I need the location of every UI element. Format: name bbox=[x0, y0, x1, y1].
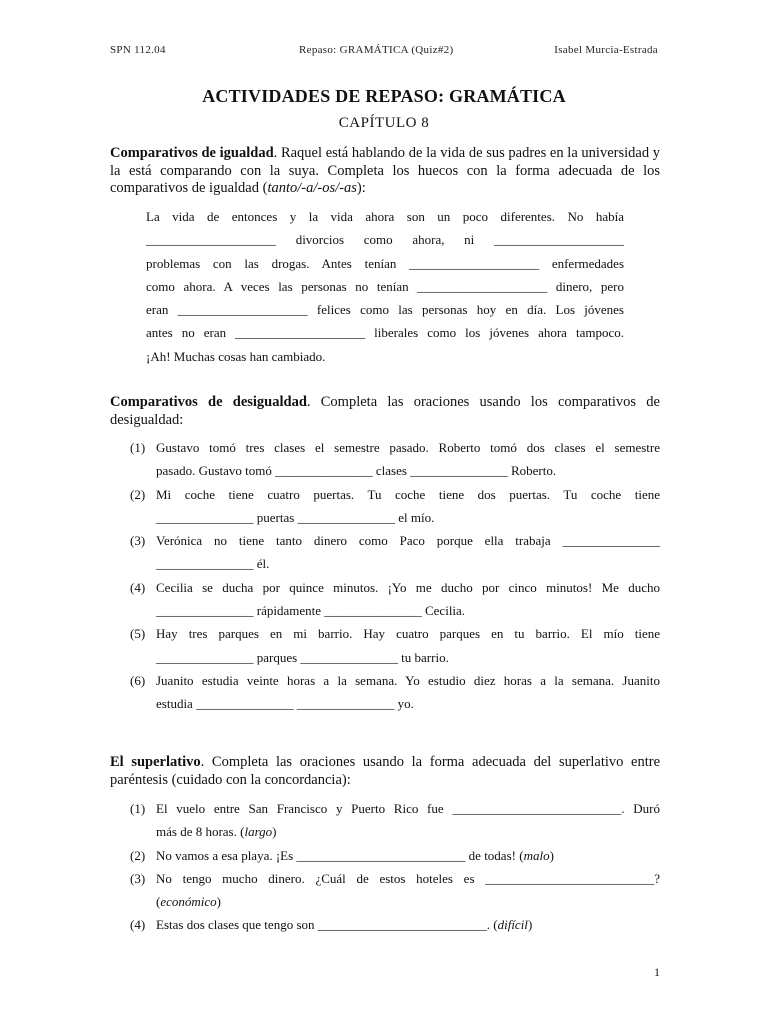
list-item: (1) Gustavo tomó tres clases el semestre pasado. Roberto tomó dos clases el semestre pasado. Gustavo tomó _______________ clases _______________ Roberto. bbox=[130, 440, 660, 479]
superlativo-list bbox=[130, 797, 660, 937]
list-item: (1) El vuelo entre San Francisco y Puerto Rico fue __________________________. Duró más de 8 horas. (largo) bbox=[130, 801, 660, 840]
paragraph-line: ____________________ divorcios como ahora, ni ____________________ bbox=[146, 232, 624, 248]
paragraph-line: eran ____________________ felices como las personas hoy en día. Los jóvenes bbox=[146, 302, 624, 318]
course-code: SPN 112.04 bbox=[110, 44, 166, 56]
list-item: (4) Cecilia se ducha por quince minutos. ¡Yo me ducho por cinco minutos! Me ducho _______________ rápidamente _______________ Cecilia. bbox=[130, 579, 660, 619]
quiz-title: Repaso: GRAMÁTICA (Quiz#2) bbox=[299, 44, 454, 56]
list-item: (2) Mi coche tiene cuatro puertas. Tu coche tiene dos puertas. Tu coche tiene _______________ puertas _______________ el mío. bbox=[130, 486, 660, 525]
chapter-heading: CAPÍTULO 8 bbox=[338, 115, 430, 131]
paragraph-line: ¡Ah! Muchas cosas han cambiado. bbox=[146, 348, 326, 364]
section-superlativo-intro: El superlativo. Completa las oraciones usando la forma adecuada del superlativo entre paréntesis (cuidado con la concordancia): bbox=[110, 754, 661, 788]
list-item: (3) No tengo mucho dinero. ¿Cuál de estos hoteles es __________________________? (económico) bbox=[130, 870, 660, 910]
list-item: (4) Estas dos clases que tengo son __________________________. (difícil) bbox=[130, 917, 533, 933]
paragraph-line: problemas con las drogas. Antes tenían ____________________ enfermedades bbox=[146, 255, 624, 271]
list-item: (3) Verónica no tiene tanto dinero como Paco porque ella trabaja _______________ _______________ él. bbox=[130, 533, 660, 572]
exercise-paragraph bbox=[146, 205, 624, 368]
desigualdad-list bbox=[130, 436, 660, 716]
section-heading: Comparativos de desigualdad bbox=[110, 394, 307, 410]
document-title: ACTIVIDADES DE REPASO: GRAMÁTICA bbox=[202, 86, 566, 106]
paragraph-line: como ahora. A veces las personas no tenían ____________________ dinero, pero bbox=[146, 278, 624, 294]
section-igualdad-intro: Comparativos de igualdad. Raquel está hablando de la vida de sus padres en la universidad y la está comparando con la suya. Completa los huecos con la forma adecuada de los comparativos de igualdad (tanto/-a/-os/-as): bbox=[110, 145, 660, 196]
page-number: 1 bbox=[654, 965, 660, 979]
section-heading: El superlativo bbox=[110, 754, 201, 770]
section-heading: Comparativos de igualdad bbox=[110, 145, 274, 161]
list-item: (6) Juanito estudia veinte horas a la semana. Yo estudio diez horas a la semana. Juanito estudia _______________ _______________ yo. bbox=[130, 672, 660, 712]
author-name: Isabel Murcia-Estrada bbox=[554, 44, 658, 56]
paragraph-line: antes no eran ____________________ liberales como los jóvenes ahora tampoco. bbox=[146, 325, 624, 341]
paragraph-line: La vida de entonces y la vida ahora son un poco diferentes. No había bbox=[146, 209, 624, 224]
list-item: (5) Hay tres parques en mi barrio. Hay cuatro parques en tu barrio. El mío tiene _______________ parques _______________ tu barrio. bbox=[130, 626, 660, 665]
list-item: (2) No vamos a esa playa. ¡Es __________________________ de todas! (malo) bbox=[130, 847, 554, 863]
page-header bbox=[110, 44, 658, 60]
section-desigualdad-intro: Comparativos de desigualdad. Completa las oraciones usando los comparativos de desigualdad: bbox=[110, 394, 660, 428]
